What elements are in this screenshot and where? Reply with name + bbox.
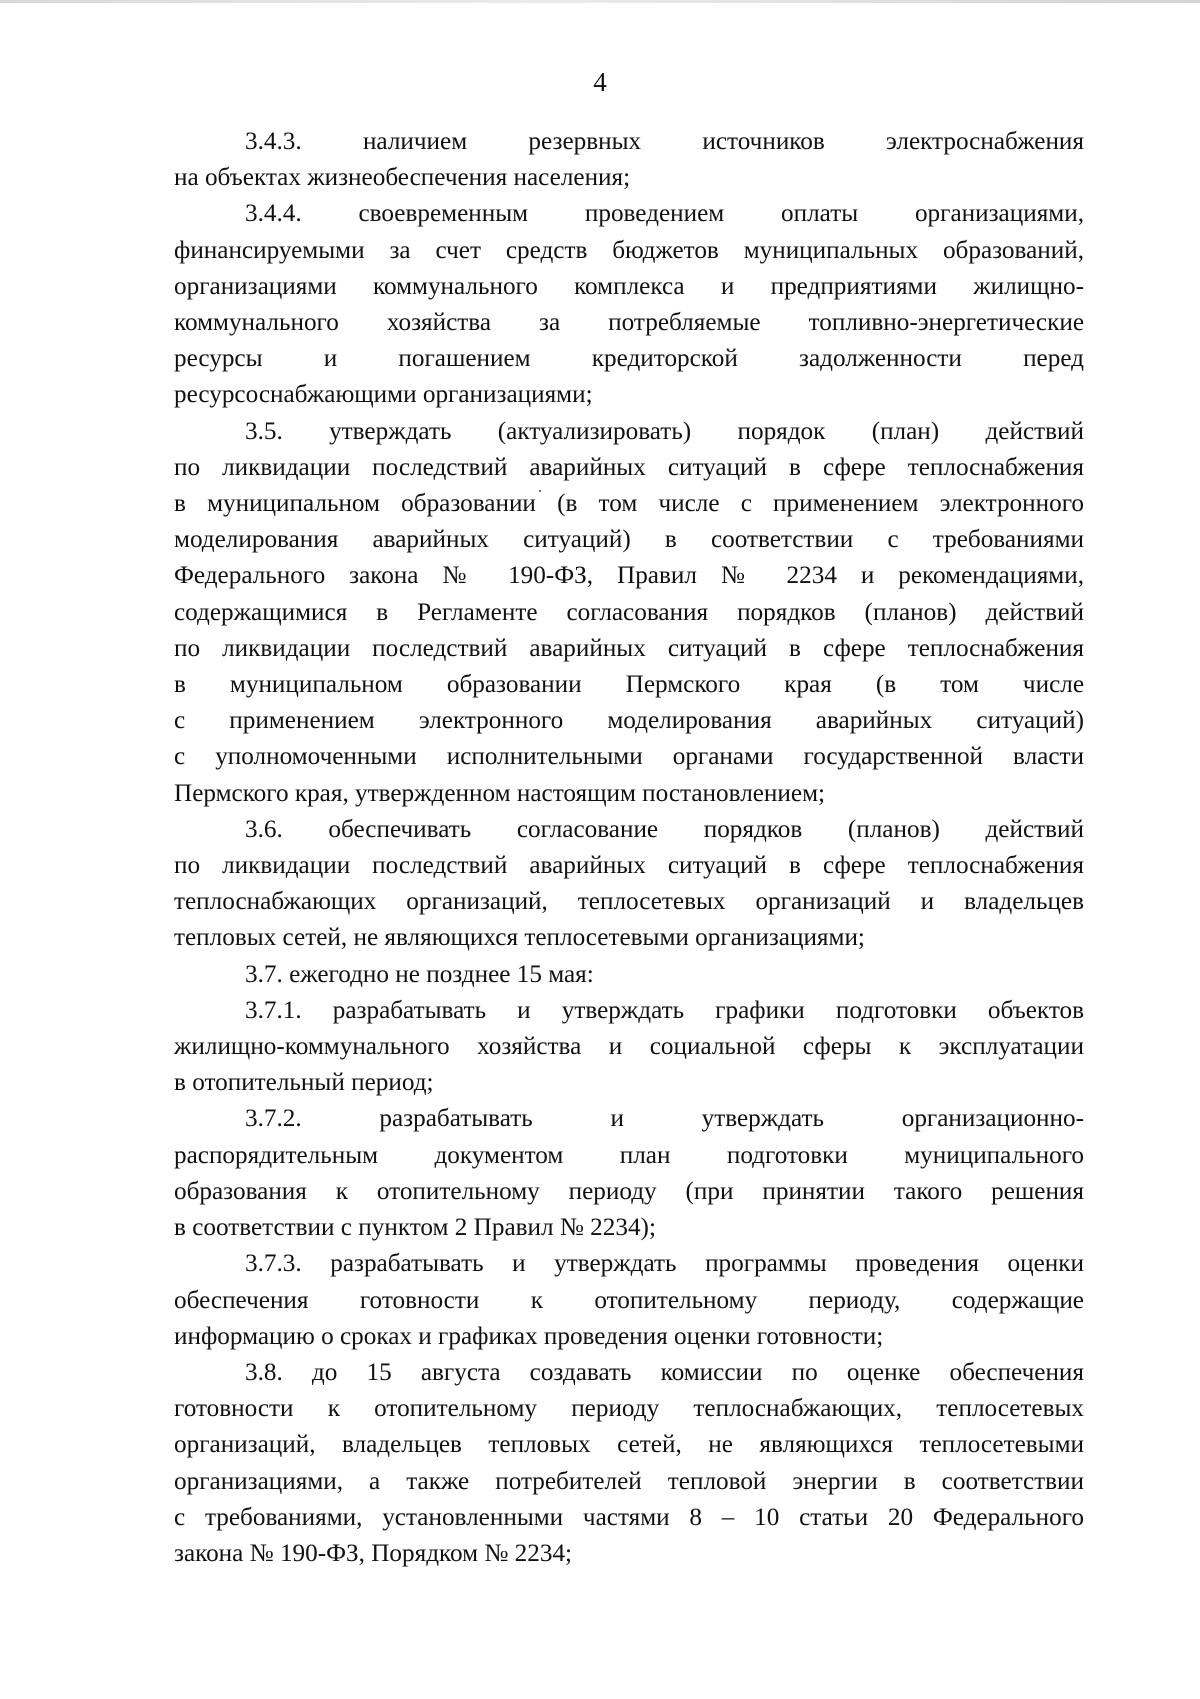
text-line: по ликвидации последствий аварийных ситуаций в сфере теплоснабжения xyxy=(174,453,1084,481)
text-line: 3.5. утверждать (актуализировать) порядок (план) действий xyxy=(245,417,1084,445)
text-line: финансируемыми за счет средств бюджетов муниципальных образований, xyxy=(174,236,1084,264)
paragraph-3-7-2 xyxy=(174,1101,1084,1246)
text-line: в соответствии с пунктом 2 Правил № 2234); xyxy=(174,1214,656,1242)
text-line: на объектах жизнеобеспечения населения; xyxy=(174,164,631,192)
paragraph-3-5 xyxy=(174,414,1084,812)
text-line: ресурсоснабжающими организациями; xyxy=(174,381,593,409)
text-line: распорядительным документом план подготовки муниципального xyxy=(174,1141,1084,1169)
text-line: закона № 190-ФЗ, Порядком № 2234; xyxy=(174,1539,573,1567)
text-line: в отопительный период; xyxy=(174,1069,434,1097)
text-line: моделирования аварийных ситуаций) в соответствии с требованиями xyxy=(174,526,1084,554)
text-line: содержащимися в Регламенте согласования порядков (планов) действий xyxy=(174,598,1084,626)
document-body xyxy=(174,124,1084,1572)
text-line: с применением электронного моделирования аварийных ситуаций) xyxy=(174,707,1084,735)
paragraph-3-7-3 xyxy=(174,1246,1084,1355)
page-top-edge xyxy=(0,0,1200,3)
paragraph-3-6 xyxy=(174,812,1084,957)
text-line: теплоснабжающих организаций, теплосетевых организаций и владельцев xyxy=(174,888,1084,916)
text-line: готовности к отопительному периоду теплоснабжающих, теплосетевых xyxy=(174,1395,1084,1423)
text-line: Пермского края, утвержденном настоящим постановлением; xyxy=(174,779,826,807)
paragraph-3-7 xyxy=(174,957,1084,993)
text-line: организаций, владельцев тепловых сетей, не являющихся теплосетевыми xyxy=(174,1431,1084,1459)
text-line: 3.7.3. разрабатывать и утверждать программы проведения оценки xyxy=(245,1250,1084,1278)
text-line: организациями коммунального комплекса и предприятиями жилищно- xyxy=(174,272,1084,300)
text-line: Федерального закона № 190-ФЗ, Правил № 2234 и рекомендациями, xyxy=(174,562,1084,590)
text-line: 3.7. ежегодно не позднее 15 мая: xyxy=(245,960,594,988)
text-line: организациями, а также потребителей тепловой энергии в соответствии xyxy=(174,1467,1084,1495)
text-line: в муниципальном образовании Пермского края (в том числе xyxy=(174,671,1084,699)
text-line: 3.6. обеспечивать согласование порядков (планов) действий xyxy=(245,815,1084,843)
text-line: 3.8. до 15 августа создавать комиссии по оценке обеспечения xyxy=(245,1358,1084,1386)
text-line: обеспечения готовности к отопительному периоду, содержащие xyxy=(174,1286,1084,1314)
text-line: в муниципальном образовании (в том числе с применением электронного xyxy=(174,490,1084,518)
text-line: 3.4.4. своевременным проведением оплаты организациями, xyxy=(245,200,1084,228)
text-line: 3.7.1. разрабатывать и утверждать графики подготовки объектов xyxy=(245,996,1084,1024)
text-line: по ликвидации последствий аварийных ситуаций в сфере теплоснабжения xyxy=(174,852,1084,880)
text-line: 3.7.2. разрабатывать и утверждать организационно- xyxy=(245,1105,1084,1133)
text-line: образования к отопительному периоду (при принятии такого решения xyxy=(174,1177,1084,1205)
text-line: по ликвидации последствий аварийных ситуаций в сфере теплоснабжения xyxy=(174,634,1084,662)
text-line: с уполномоченными исполнительными органами государственной власти xyxy=(174,743,1084,771)
paragraph-3-4-4 xyxy=(174,196,1084,413)
text-line: ресурсы и погашением кредиторской задолженности перед xyxy=(174,345,1084,373)
paragraph-3-8 xyxy=(174,1355,1084,1572)
page-number: 4 xyxy=(593,67,607,97)
text-line: информацию о сроках и графиках проведения оценки готовности; xyxy=(174,1322,884,1350)
text-line: коммунального хозяйства за потребляемые топливно-энергетические xyxy=(174,309,1084,337)
paragraph-3-4-3 xyxy=(174,124,1084,196)
text-line: 3.4.3. наличием резервных источников электроснабжения xyxy=(245,128,1084,155)
paragraph-3-7-1 xyxy=(174,993,1084,1102)
text-line: с требованиями, установленными частями 8 – 10 статьи 20 Федерального xyxy=(174,1503,1084,1531)
text-line: тепловых сетей, не являющихся теплосетевыми организациями; xyxy=(174,924,865,952)
text-line: жилищно-коммунального хозяйства и социальной сферы к эксплуатации xyxy=(174,1033,1084,1061)
